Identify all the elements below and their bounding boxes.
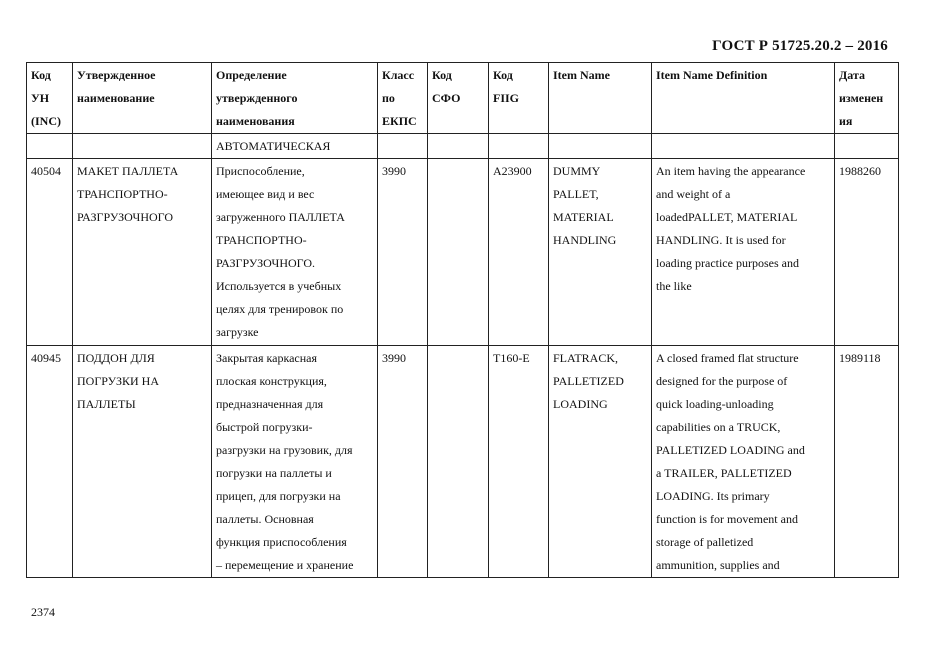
inc-cell: 40504 — [27, 159, 73, 346]
header-inc-code: Код УН (INC) — [27, 63, 73, 134]
date-cell: 1988260 — [835, 159, 899, 346]
item-definition-cell: A closed framed flat structure designed for the purpose of quick loading-unloading capabilities on a TRUCK, PALLETIZED LOADING and a TRAILER, PALLETIZED LOADING. Its primary function is for movement and storage of palletized ammunition, supplies and — [652, 346, 835, 578]
header-sfo-code: Код СФО — [428, 63, 489, 134]
fiig-cell — [489, 134, 549, 159]
header-fiig-code: Код FIIG — [489, 63, 549, 134]
item-name-cell: DUMMY PALLET, MATERIAL HANDLING — [549, 159, 652, 346]
fiig-cell: A23900 — [489, 159, 549, 346]
definition-cell: АВТОМАТИЧЕСКАЯ — [212, 134, 378, 159]
table-row — [27, 159, 899, 346]
table-header-row — [27, 63, 899, 134]
sfo-cell — [428, 159, 489, 346]
sfo-cell — [428, 346, 489, 578]
approved-name-cell — [73, 134, 212, 159]
header-approved-name: Утвержденное наименование — [73, 63, 212, 134]
document-standard-header: ГОСТ Р 51725.20.2 – 2016 — [712, 38, 888, 54]
sfo-cell — [428, 134, 489, 159]
approved-name-cell: МАКЕТ ПАЛЛЕТА ТРАНСПОРТНО- РАЗГРУЗОЧНОГО — [73, 159, 212, 346]
fiig-cell: T160-E — [489, 346, 549, 578]
definition-cell: Приспособление, имеющее вид и вес загруженного ПАЛЛЕТА ТРАНСПОРТНО- РАЗГРУЗОЧНОГО. Используется в учебных целях для тренировок по загрузке — [212, 159, 378, 346]
header-definition: Определение утвержденного наименования — [212, 63, 378, 134]
header-item-name-definition: Item Name Definition — [652, 63, 835, 134]
continuation-row — [27, 134, 899, 159]
header-item-name: Item Name — [549, 63, 652, 134]
date-cell: 1989118 — [835, 346, 899, 578]
date-cell — [835, 134, 899, 159]
class-cell — [378, 134, 428, 159]
approved-names-table — [26, 62, 899, 578]
definition-cell: Закрытая каркасная плоская конструкция, предназначенная для быстрой погрузки- разгрузки на грузовик, для погрузки на паллеты и прицеп, для погрузки на паллеты. Основная функция приспособления – перемещение и хранение — [212, 346, 378, 578]
item-name-cell: FLATRACK, PALLETIZED LOADING — [549, 346, 652, 578]
table-row — [27, 346, 899, 578]
inc-cell — [27, 134, 73, 159]
item-name-cell — [549, 134, 652, 159]
page-number: 2374 — [31, 605, 55, 619]
approved-name-cell: ПОДДОН ДЛЯ ПОГРУЗКИ НА ПАЛЛЕТЫ — [73, 346, 212, 578]
inc-cell: 40945 — [27, 346, 73, 578]
class-cell: 3990 — [378, 159, 428, 346]
item-definition-cell — [652, 134, 835, 159]
item-definition-cell: An item having the appearance and weight of a loadedPALLET, MATERIAL HANDLING. It is used for loading practice purposes and the like — [652, 159, 835, 346]
class-cell: 3990 — [378, 346, 428, 578]
header-class: Класс по ЕКПС — [378, 63, 428, 134]
header-change-date: Дата изменен ия — [835, 63, 899, 134]
